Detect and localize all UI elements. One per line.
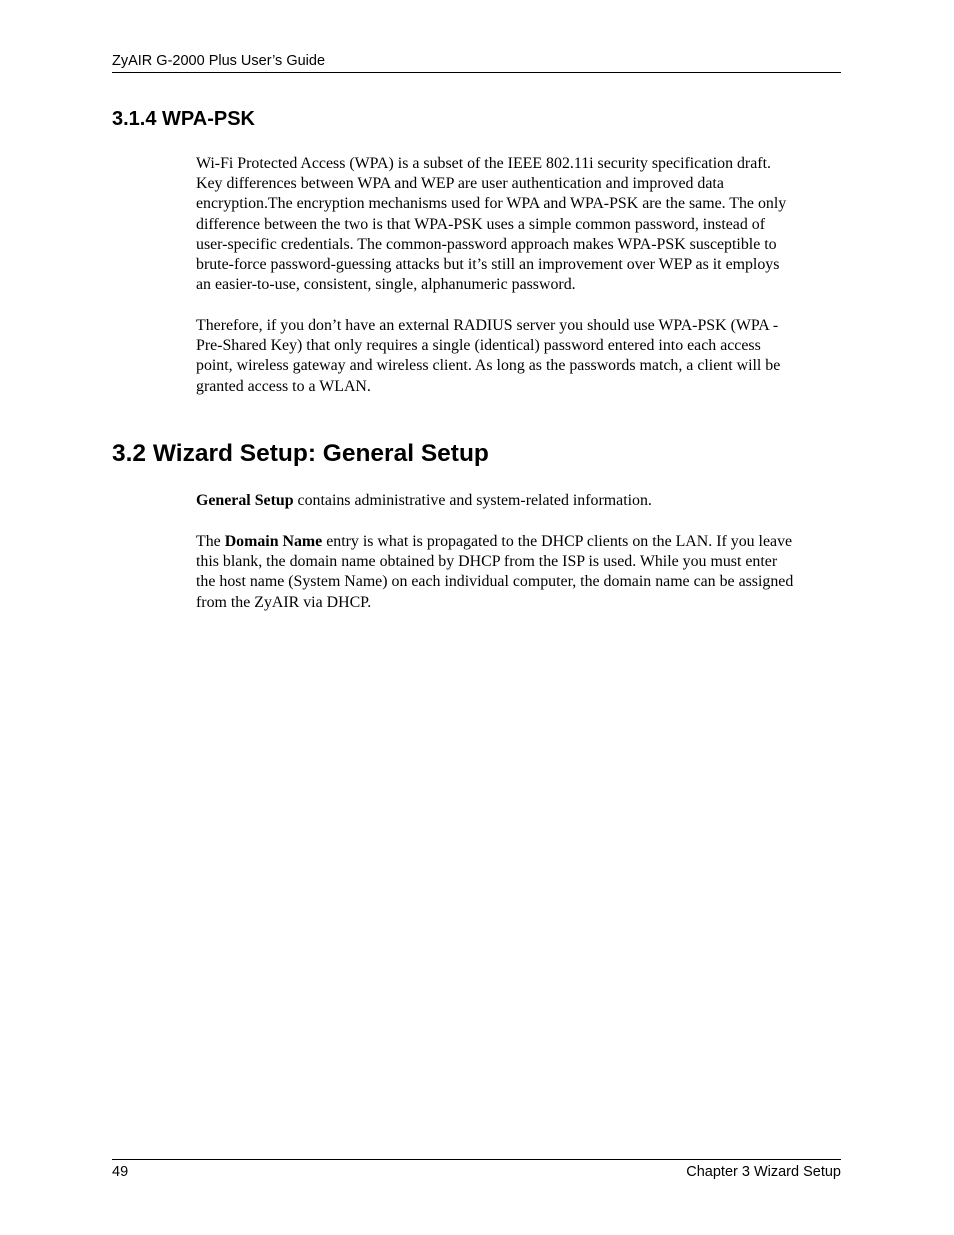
text-line [196, 532, 842, 552]
general-setup-term: General Setup [196, 492, 294, 509]
text-line: point, wireless gateway and wireless client. As long as the passwords match, a client will be [196, 357, 781, 375]
wpa-psk-paragraph-1 [196, 154, 842, 295]
running-header [112, 52, 841, 73]
general-setup-intro [196, 491, 842, 511]
domain-name-term: Domain Name [224, 533, 323, 550]
text-line: Wi-Fi Protected Access (WPA) is a subset of the IEEE 802.11i security specification draft. [196, 155, 771, 172]
domain-text: entry is what is propagated to the DHCP clients on the LAN. If you leave [322, 533, 793, 550]
text-line: the host name (System Name) on each individual computer, the domain name can be assigned [196, 573, 794, 591]
running-footer [112, 1159, 841, 1180]
text-line: brute-force password-guessing attacks but it’s still an improvement over WEP as it employs [196, 256, 780, 274]
text-line: Therefore, if you don’t have an external RADIUS server you should use WPA-PSK (WPA - [196, 317, 779, 334]
text-line: difference between the two is that WPA-PSK uses a simple common password, instead of [196, 215, 766, 233]
text-line: user-specific credentials. The common-password approach makes WPA-PSK susceptible to [196, 235, 777, 253]
text-line: this blank, the domain name obtained by DHCP from the ISP is used. While you must enter [196, 553, 778, 571]
section-heading-general-setup: 3.2 Wizard Setup: General Setup [112, 440, 489, 467]
domain-name-paragraph [196, 532, 842, 613]
domain-prefix: The [196, 533, 225, 550]
intro-text: contains administrative and system-related information. [293, 492, 652, 509]
text-line: from the ZyAIR via DHCP. [196, 593, 372, 611]
guide-title: ZyAIR G-2000 Plus User’s Guide [112, 53, 326, 69]
section-heading-wpa-psk: 3.1.4 WPA-PSK [112, 108, 255, 130]
wpa-psk-paragraph-2 [196, 316, 842, 397]
page-number: 49 [112, 1164, 129, 1180]
text-line [196, 491, 842, 511]
chapter-title: Chapter 3 Wizard Setup [686, 1164, 841, 1180]
text-line: Pre-Shared Key) that only requires a single (identical) password entered into each access [196, 337, 761, 355]
text-line: granted access to a WLAN. [196, 377, 371, 395]
text-line: encryption.The encryption mechanisms used for WPA and WPA-PSK are the same. The only [196, 195, 787, 213]
text-line: an easier-to-use, consistent, single, alphanumeric password. [196, 276, 576, 294]
text-line: Key differences between WPA and WEP are user authentication and improved data [196, 175, 724, 193]
